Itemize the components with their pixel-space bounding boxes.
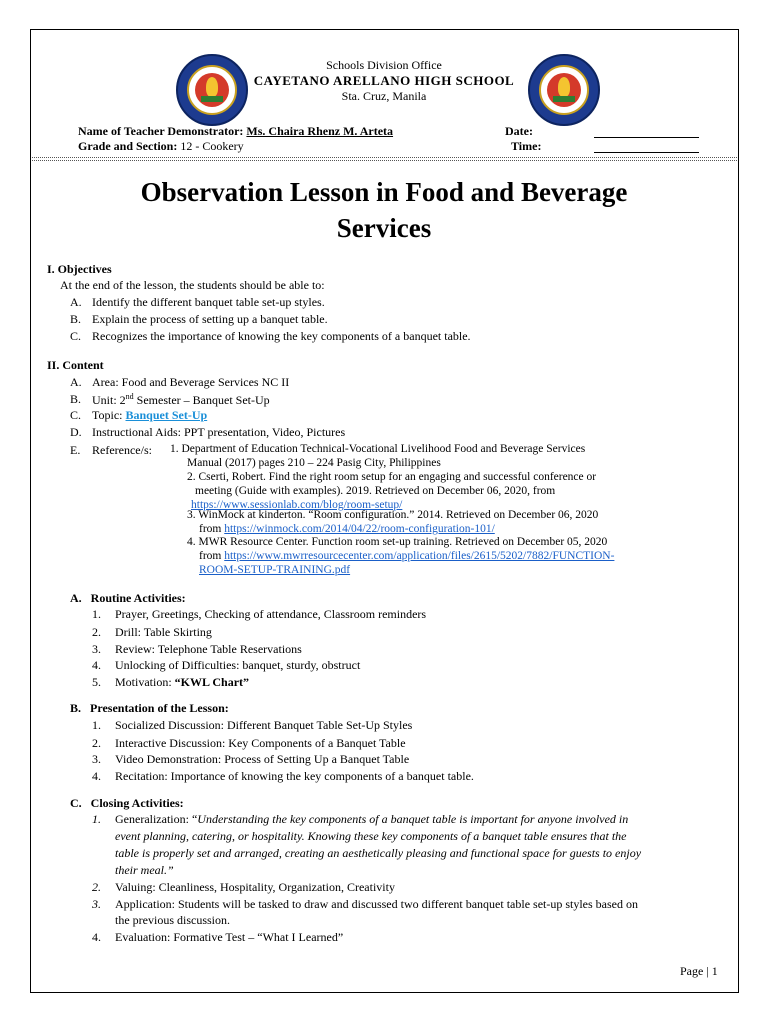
objectives-intro: At the end of the lesson, the students should be able to:: [60, 278, 325, 292]
reference-3-line1: 3. WinMock at kinderton. “Room configuration.” 2014. Retrieved on December 06, 2020: [187, 509, 599, 521]
evaluation: Evaluation: Formative Test – “What I Learned”: [115, 930, 344, 944]
routine-item-4: Unlocking of Difficulties: banquet, sturdy, obstruct: [115, 658, 361, 672]
routine-5-num: 5.: [92, 675, 101, 689]
closing-3-num: 3.: [92, 897, 101, 911]
document-title-line1: Observation Lesson in Food and Beverage: [140, 177, 628, 207]
school-location: Sta. Cruz, Manila: [341, 89, 427, 103]
objective-c-letter: C.: [70, 329, 82, 343]
reference-1-line1: 1. Department of Education Technical-Vocational Livelihood Food and Beverage Services: [170, 443, 586, 455]
objective-b: Explain the process of setting up a banquet table.: [92, 312, 328, 326]
objective-b-letter: B.: [70, 312, 82, 326]
reference-4-line1: 4. MWR Resource Center. Function room set-up training. Retrieved on December 05, 2020: [187, 536, 608, 548]
reference-3-line2: from https://winmock.com/2014/04/22/room-configuration-101/: [199, 523, 495, 535]
grade-value: 12 - Cookery: [180, 139, 244, 153]
topic-link[interactable]: Banquet Set-Up: [125, 408, 208, 422]
document-title-line2: Services: [336, 213, 432, 243]
objective-a-letter: A.: [70, 295, 82, 309]
reference-1-line2: Manual (2017) pages 210 – 224 Pasig City, Philippines: [187, 457, 441, 469]
routine-item-3: Review: Telephone Table Reservations: [115, 642, 302, 656]
time-blank: [594, 152, 699, 153]
division-office: Schools Division Office: [326, 58, 442, 72]
presentation-heading: B. Presentation of the Lesson:: [70, 701, 229, 715]
routine-1-num: 1.: [92, 607, 101, 621]
reference-4-link-cont[interactable]: ROOM-SETUP-TRAINING.pdf: [199, 564, 351, 576]
content-a-letter: A.: [70, 375, 82, 389]
header-divider-2: [32, 160, 737, 161]
generalization-line4: their meal.”: [115, 863, 174, 877]
objective-a: Identify the different banquet table set-up styles.: [92, 295, 325, 309]
reference-2-link[interactable]: https://www.sessionlab.com/blog/room-setup/: [191, 499, 403, 511]
grade-label: Grade and Section:: [78, 139, 178, 153]
school-name: CAYETANO ARELLANO HIGH SCHOOL: [253, 73, 515, 88]
generalization-line3: table is properly set and arranged, creating an aesthetically pleasing and functional space for guests to enjoy: [115, 846, 642, 860]
routine-3-num: 3.: [92, 642, 101, 656]
content-heading: II. Content: [47, 358, 104, 372]
presentation-2-num: 2.: [92, 736, 101, 750]
objectives-heading: I. Objectives: [47, 262, 112, 276]
header-divider: [32, 157, 737, 158]
grade-line: [78, 139, 244, 154]
references-label: Reference/s:: [92, 443, 152, 457]
routine-item-1: Prayer, Greetings, Checking of attendance, Classroom reminders: [115, 607, 427, 621]
generalization-line2: event planning, catering, or hospitality. Knowing these key components of a banquet table ensures that the: [115, 829, 627, 843]
application-line2: the previous discussion.: [115, 913, 230, 927]
presentation-item-3: Video Demonstration: Process of Setting Up a Banquet Table: [115, 752, 410, 766]
time-label: Time:: [511, 139, 542, 153]
content-aids: Instructional Aids: PPT presentation, Video, Pictures: [92, 425, 346, 439]
routine-4-num: 4.: [92, 658, 101, 672]
routine-2-num: 2.: [92, 625, 101, 639]
routine-item-5: Motivation: “KWL Chart”: [115, 675, 250, 689]
content-b-letter: B.: [70, 392, 82, 406]
objective-c: Recognizes the importance of knowing the key components of a banquet table.: [92, 329, 471, 343]
teacher-line: [78, 124, 393, 139]
presentation-1-num: 1.: [92, 718, 101, 732]
presentation-4-num: 4.: [92, 769, 101, 783]
date-blank: [594, 137, 699, 138]
content-area: Area: Food and Beverage Services NC II: [92, 375, 290, 389]
content-d-letter: D.: [70, 425, 82, 439]
presentation-item-1: Socialized Discussion: Different Banquet Table Set-Up Styles: [115, 718, 413, 732]
presentation-item-4: Recitation: Importance of knowing the key components of a banquet table.: [115, 769, 474, 783]
reference-3-link[interactable]: https://winmock.com/2014/04/22/room-configuration-101/: [224, 523, 495, 535]
page-number: Page | 1: [680, 964, 718, 978]
reference-4-line2: from https://www.mwrresourcecenter.com/application/files/2615/5202/7882/FUNCTION-: [199, 550, 615, 562]
routine-item-2: Drill: Table Skirting: [115, 625, 212, 639]
reference-2-line2: meeting (Guide with examples). 2019. Retrieved on December 06, 2020, from: [195, 485, 556, 497]
reference-4-link[interactable]: https://www.mwrresourcecenter.com/application/files/2615/5202/7882/FUNCTION-: [224, 550, 615, 562]
generalization-line1: Generalization: “Understanding the key components of a banquet table is important for anyone involved in: [115, 812, 629, 826]
closing-2-num: 2.: [92, 880, 101, 894]
closing-1-num: 1.: [92, 812, 101, 826]
content-c-letter: C.: [70, 408, 82, 422]
teacher-label: Name of Teacher Demonstrator:: [78, 124, 244, 138]
application-line1: Application: Students will be tasked to draw and discussed two different banquet table set-up styles based on: [115, 897, 639, 911]
teacher-name: Ms. Chaira Rhenz M. Arteta: [246, 124, 394, 138]
reference-2-line1: 2. Cserti, Robert. Find the right room setup for an engaging and successful conference or: [187, 471, 597, 483]
date-label: Date:: [505, 124, 533, 138]
presentation-item-2: Interactive Discussion: Key Components of a Banquet Table: [115, 736, 406, 750]
valuing: Valuing: Cleanliness, Hospitality, Organization, Creativity: [115, 880, 395, 894]
content-unit: Unit: 2nd Semester – Banquet Set-Up: [92, 392, 270, 407]
routine-heading: A. Routine Activities:: [70, 591, 186, 605]
content-topic: Topic: Banquet Set-Up: [92, 408, 208, 422]
closing-4-num: 4.: [92, 930, 101, 944]
presentation-3-num: 3.: [92, 752, 101, 766]
closing-heading: C. Closing Activities:: [70, 796, 184, 810]
content-e-letter: E.: [70, 443, 81, 457]
